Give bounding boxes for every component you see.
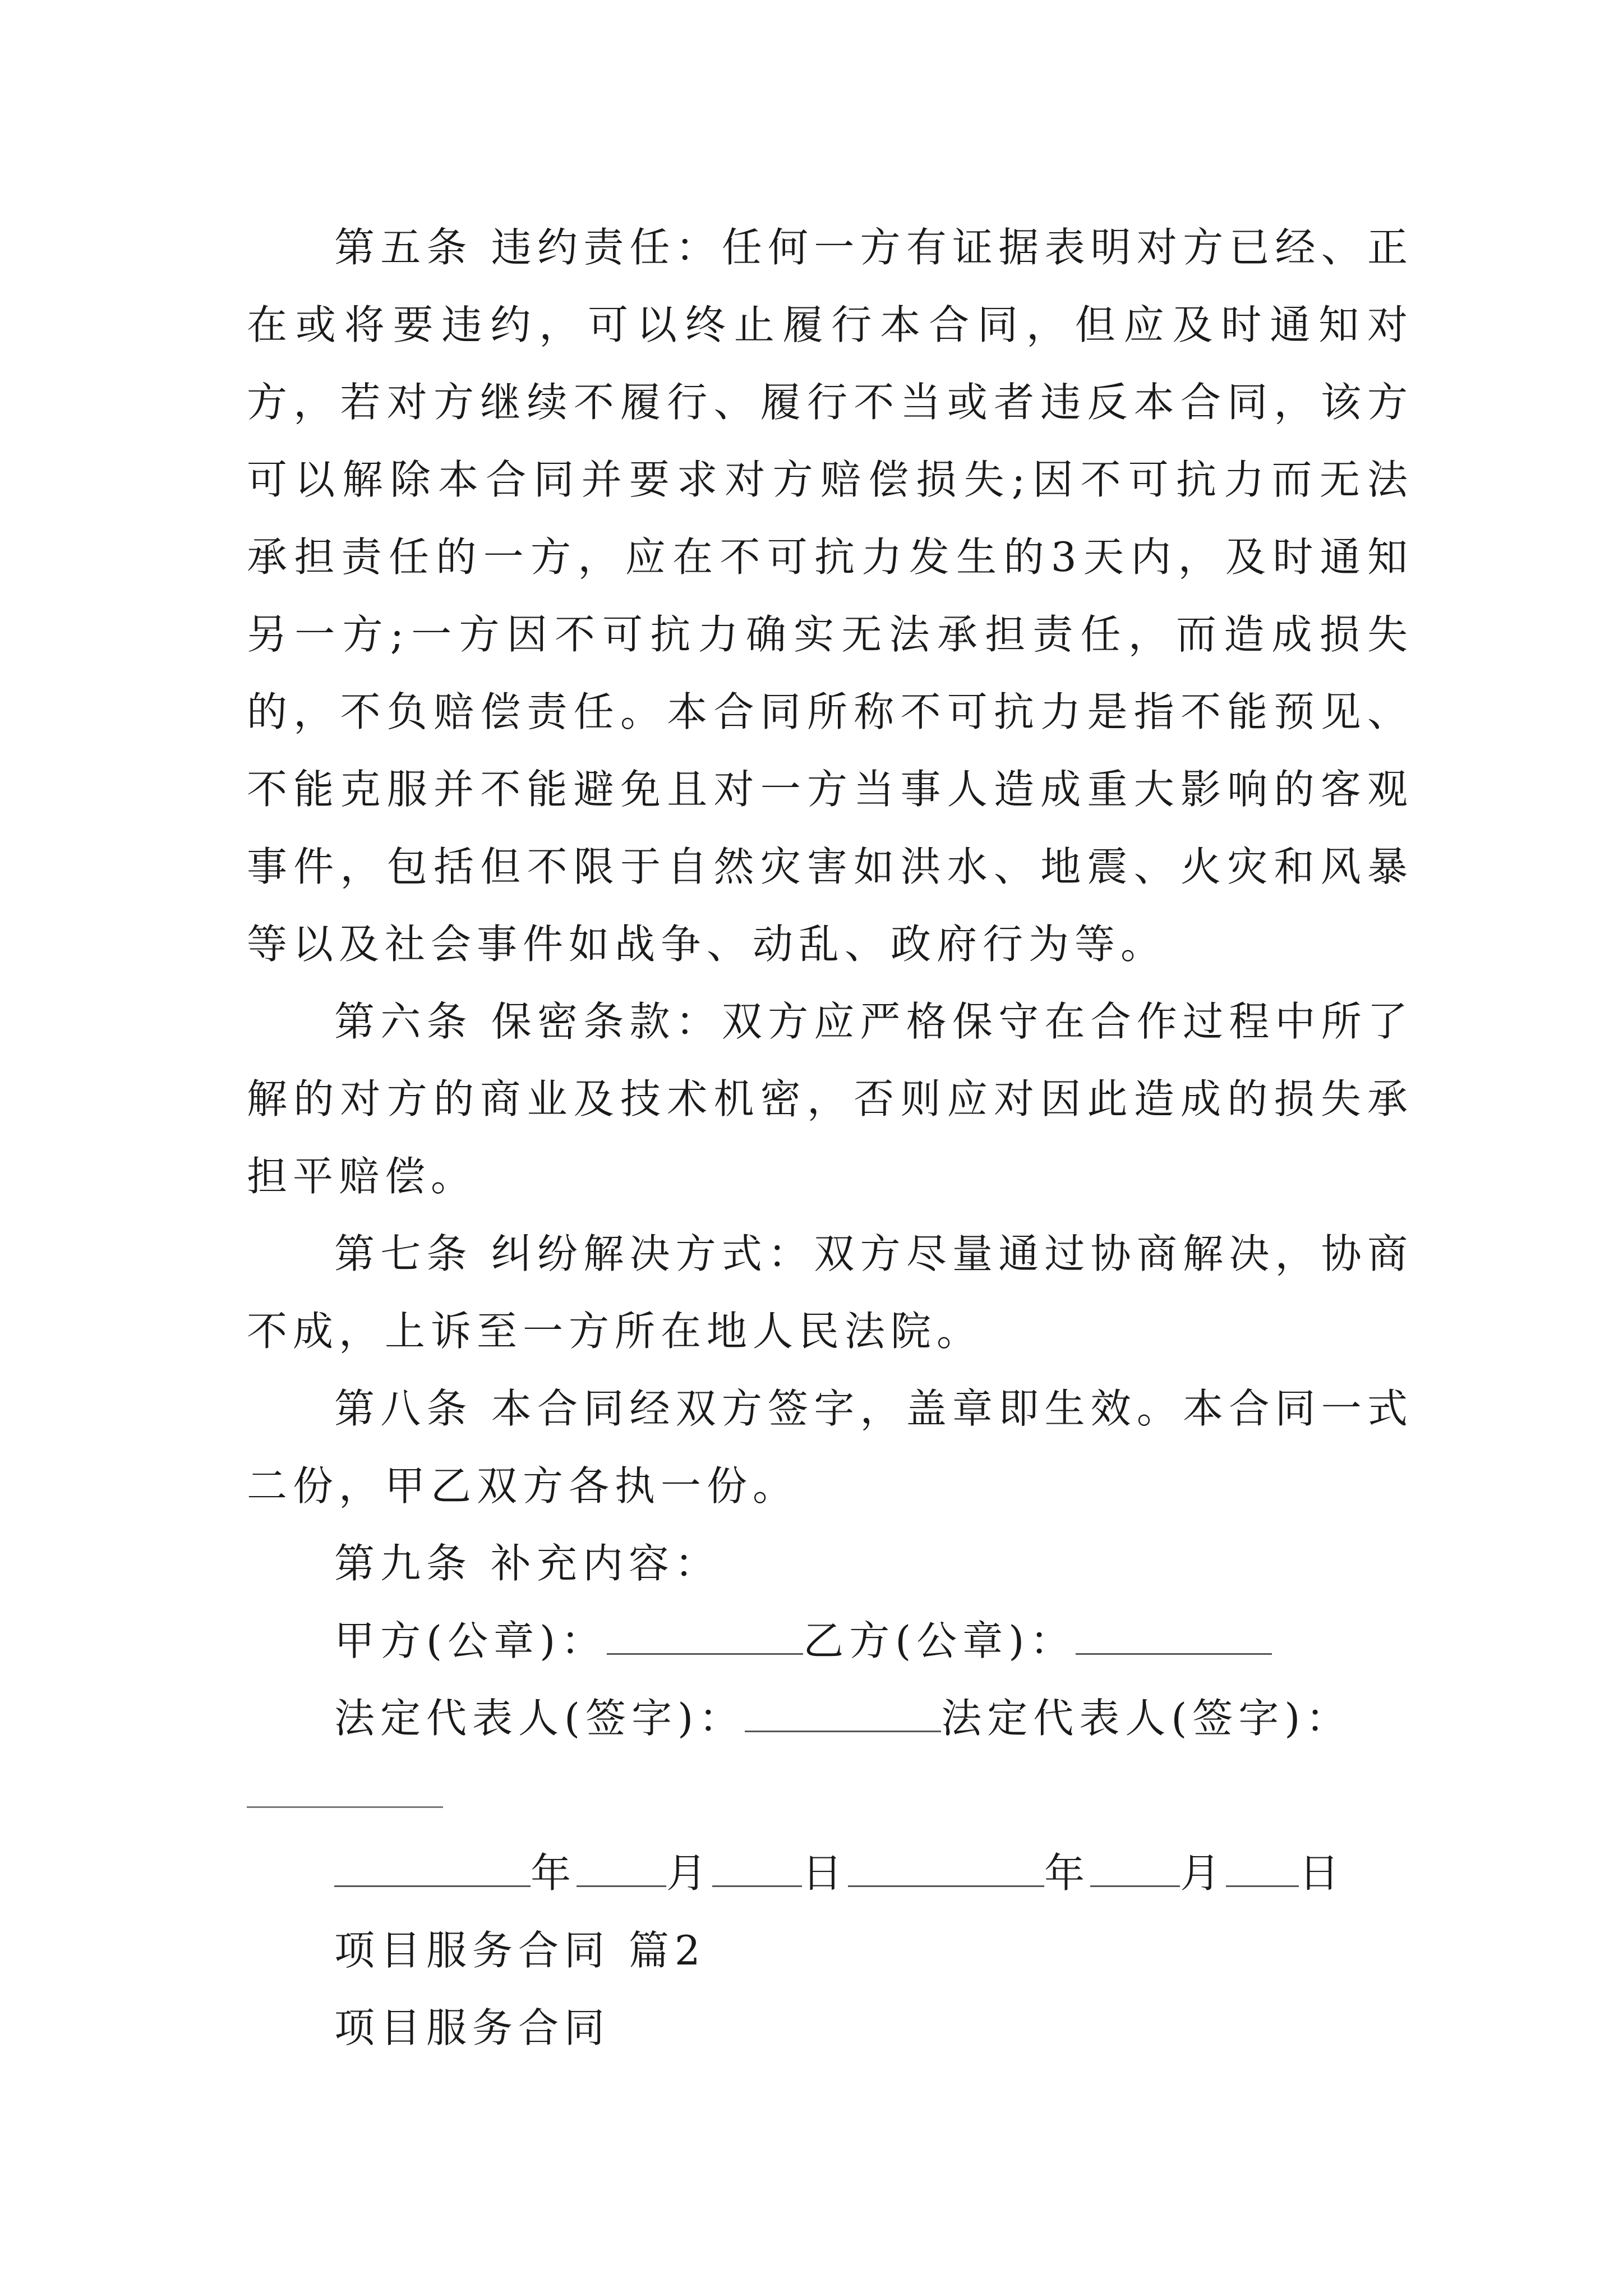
year-label-a: 年 <box>531 1849 577 1897</box>
rep-a-label: 法定代表人(签字)： <box>334 1695 745 1742</box>
month-blank-b[interactable] <box>1090 1852 1180 1887</box>
rep-b-blank[interactable] <box>247 1806 443 1808</box>
article-6-paragraph: 第六条 保密条款：双方应严格保守在合作过程中所了解的对方的商业及技术机密，否则应对因此造成的损失承担平赔偿。 <box>247 998 1413 1200</box>
party-b-seal-blank[interactable] <box>1076 1619 1272 1655</box>
article-5-paragraph: 第五条 违约责任：任何一方有证据表明对方已经、正在或将要违约，可以终止履行本合同，但应及时通知对方，若对方继续不履行、履行不当或者违反本合同，该方可以解除本合同并要求对方赔偿损失;因不可抗力而无法承担责任的一方，应在不可抗力发生的3天内，及时通知另一方;一方因不可抗力确实无法承担责任，而造成损失的，不负赔偿责任。本合同所称不可抗力是指不能预见、不能克服并不能避免且对一方当事人造成重大影响的客观事件，包括但不限于自然灾害如洪水、地震、火灾和风暴等以及社会事件如战争、动乱、政府行为等。 <box>247 224 1413 968</box>
representative-line <box>334 1680 1352 1757</box>
party-b-seal-label: 乙方(公章)： <box>803 1617 1076 1664</box>
article-8-paragraph: 第八条 本合同经双方签字，盖章即生效。本合同一式二份，甲乙双方各执一份。 <box>247 1385 1413 1510</box>
month-label-b: 月 <box>1180 1849 1227 1897</box>
day-label-a: 日 <box>802 1849 849 1897</box>
day-label-b: 日 <box>1299 1849 1345 1897</box>
year-blank-a[interactable] <box>334 1852 531 1887</box>
section-heading: 项目服务合同 篇2 <box>334 1927 706 1974</box>
seal-line <box>334 1602 1272 1680</box>
day-blank-a[interactable] <box>712 1852 802 1887</box>
rep-b-label: 法定代表人(签字)： <box>941 1695 1352 1742</box>
day-blank-b[interactable] <box>1226 1852 1299 1887</box>
rep-a-blank[interactable] <box>745 1697 941 1732</box>
year-blank-b[interactable] <box>848 1852 1044 1887</box>
year-label-b: 年 <box>1044 1849 1091 1897</box>
party-a-seal-label: 甲方(公章)： <box>334 1617 607 1664</box>
date-line <box>334 1834 1345 1912</box>
article-7-paragraph: 第七条 纠纷解决方式：双方尽量通过协商解决，协商不成，上诉至一方所在地人民法院。 <box>247 1230 1413 1355</box>
party-a-seal-blank[interactable] <box>607 1619 803 1655</box>
month-blank-a[interactable] <box>577 1852 666 1887</box>
month-label-a: 月 <box>666 1849 713 1897</box>
article-9-line: 第九条 补充内容： <box>334 1540 721 1587</box>
document-title: 项目服务合同 <box>334 2004 611 2051</box>
